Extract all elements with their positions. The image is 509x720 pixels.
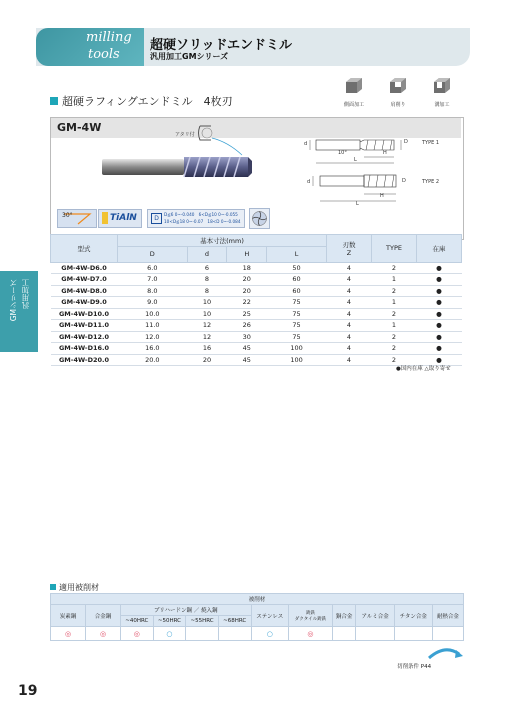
table-row: GM-4W-D20.0 20.0 20 45 100 4 2 ● [51, 354, 462, 366]
mat-col: チタン合金 [394, 605, 432, 627]
mark-cell [356, 627, 394, 641]
materials-bullet-icon [50, 584, 56, 590]
col-type: TYPE [372, 235, 417, 263]
type1-L-label: L [354, 157, 357, 163]
section-title-text: 超硬ラフィングエンドミル 4枚刃 [62, 95, 233, 108]
table-row: GM-4W-D6.0 6.0 6 18 50 4 2 ● [51, 262, 462, 274]
mat-col: 耐熱合金 [432, 605, 463, 627]
coating-bar-icon [102, 212, 108, 224]
section-bullet-icon [50, 97, 58, 105]
mat-col: ~50HRC [153, 616, 186, 627]
type1-d-label: d [304, 141, 308, 147]
type1-drawing [298, 130, 418, 170]
mark-cell [332, 627, 356, 641]
helix-angle-text: 30° [62, 212, 73, 219]
tolerance-line1: D≦6 0~-0.040 6<D≦10 0~-0.055 [164, 212, 238, 217]
table-row: GM-4W-D8.0 8.0 8 20 60 4 2 ● [51, 285, 462, 297]
materials-title [50, 582, 99, 593]
materials-row [51, 627, 464, 641]
product-model: GM-4W [57, 121, 102, 134]
type2-D-label: D [402, 178, 406, 184]
header-tab-line2: tools [88, 47, 120, 62]
type2-L-label: L [356, 201, 359, 207]
cross-section-badge [249, 208, 270, 229]
table-row: GM-4W-D10.0 10.0 10 25 75 4 2 ● [51, 308, 462, 320]
type1-H-label: H [383, 150, 387, 156]
slotting-icon [430, 77, 454, 103]
table-row: GM-4W-D16.0 16.0 16 45 100 4 2 ● [51, 343, 462, 355]
shoulder-milling-icon [386, 77, 410, 103]
col-flutes: 刃数 Z [327, 235, 372, 263]
stock-legend: ●国内在庫 △取り寄せ [396, 366, 451, 372]
curved-arrow-icon [425, 644, 465, 660]
type1-label: TYPE 1 [422, 140, 440, 146]
mark-cell [394, 627, 432, 641]
mat-col-hardened: プリハードン鋼 ／ 焼入鋼 [121, 605, 252, 616]
slotting-label: 溝加工 [434, 102, 450, 108]
section-title [50, 93, 233, 109]
col-H: H [227, 246, 267, 262]
mark-cell: ◎ [289, 627, 333, 641]
type2-label: TYPE 2 [422, 179, 440, 185]
side-tab-line1: 汎用加工 [21, 279, 30, 309]
page-title: 超硬ソリッドエンドミル [150, 38, 292, 53]
table-row: GM-4W-D9.0 9.0 10 22 75 4 1 ● [51, 297, 462, 309]
tolerance-symbol: D [151, 213, 162, 224]
header-tab-line1: milling [86, 30, 132, 45]
mat-col: ~55HRC [186, 616, 219, 627]
tolerance-badge [147, 209, 245, 228]
cutting-conditions-link[interactable]: 切削条件 P44 [397, 664, 432, 670]
mark-cell [186, 627, 219, 641]
mat-col: 鋳鉄 ダクタイル鋳鉄 [289, 605, 333, 627]
materials-title-text: 適用被削材 [59, 583, 99, 592]
side-tab-line2: GMシリーズ [9, 279, 18, 322]
materials-group-header: 被削材 [51, 594, 464, 605]
type2-d-label: d [307, 179, 311, 185]
page-subtitle: 汎用加工GMシリーズ [150, 52, 229, 61]
type2-H-label: H [380, 193, 384, 199]
mat-col: 炭素鋼 [51, 605, 86, 627]
four-flute-section-icon [250, 209, 269, 228]
mark-cell: ○ [153, 627, 186, 641]
leader-line-icon [210, 136, 246, 158]
table-row: GM-4W-D12.0 12.0 12 30 75 4 2 ● [51, 331, 462, 343]
materials-table [50, 593, 464, 641]
header-category-tab [36, 28, 144, 66]
mark-cell: ◎ [51, 627, 86, 641]
mat-col: ~40HRC [121, 616, 154, 627]
col-D: D [118, 246, 188, 262]
col-model: 型式 [51, 235, 118, 263]
side-milling-icon [342, 77, 366, 103]
side-milling-label: 側面加工 [343, 102, 364, 108]
type1-angle-label: 10° [338, 150, 347, 156]
shoulder-milling-label: 肩削り [390, 102, 406, 108]
mat-col: アルミ合金 [356, 605, 394, 627]
side-category-tab [0, 271, 38, 352]
col-basic-dimensions: 基本寸法(mm) [118, 235, 327, 247]
mark-cell: ◎ [121, 627, 154, 641]
mat-col: ~68HRC [218, 616, 251, 627]
mark-cell [432, 627, 463, 641]
coating-badge [98, 209, 142, 228]
table-row: GM-4W-D11.0 11.0 12 26 75 4 1 ● [51, 320, 462, 332]
col-L: L [267, 246, 327, 262]
mark-cell: ○ [251, 627, 289, 641]
mark-cell [218, 627, 251, 641]
mat-col: 銅合金 [332, 605, 356, 627]
helix-angle-badge [57, 209, 97, 228]
col-d: d [187, 246, 227, 262]
table-row: GM-4W-D7.0 7.0 8 20 60 4 1 ● [51, 274, 462, 286]
spec-table [50, 234, 462, 366]
mark-cell: ◎ [86, 627, 121, 641]
page-number: 19 [18, 683, 38, 699]
type1-D-label: D [404, 139, 408, 145]
mat-col: 合金鋼 [86, 605, 121, 627]
coating-text: TiAlN [110, 213, 137, 223]
col-stock: 在庫 [417, 235, 462, 263]
tolerance-line2: 10<D≦18 0~-0.07 18<D 0~-0.084 [164, 219, 241, 224]
mat-col: ステンレス [251, 605, 289, 627]
tool-note: アタリ付 [175, 132, 195, 138]
